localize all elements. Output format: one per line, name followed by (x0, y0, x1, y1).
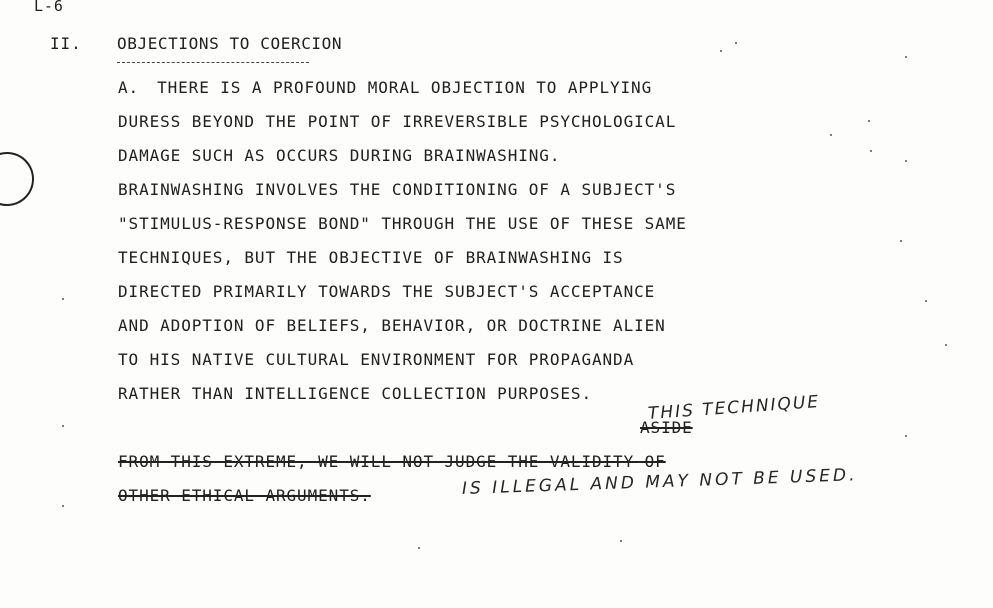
struck-inline-text: ASIDE (640, 418, 693, 437)
paragraph-line-7: DIRECTED PRIMARILY TOWARDS THE SUBJECT'S ACCEPTANCE (118, 282, 656, 301)
scan-speck (870, 150, 872, 152)
scan-speck (830, 134, 832, 136)
scan-speck (620, 540, 622, 542)
scan-speck (62, 505, 64, 507)
page-identifier: L-6 (34, 0, 64, 15)
line-text: THERE IS A PROFOUND MORAL OBJECTION TO APPLYING (157, 78, 653, 97)
scan-speck (905, 160, 907, 162)
paragraph-line-1 (118, 78, 652, 97)
paragraph-line-9: TO HIS NATIVE CULTURAL ENVIRONMENT FOR PROPAGANDA (118, 350, 635, 369)
struck-line-1: FROM THIS EXTREME, WE WILL NOT JUDGE THE VALIDITY OF (118, 452, 666, 471)
hole-punch-mark (0, 152, 34, 206)
scan-speck (900, 240, 902, 242)
paragraph-line-10: RATHER THAN INTELLIGENCE COLLECTION PURPOSES. (118, 384, 592, 403)
scan-speck (62, 425, 64, 427)
title-underline (117, 62, 309, 63)
scan-speck (868, 120, 870, 122)
scan-speck (62, 298, 64, 300)
section-title: OBJECTIONS TO COERCION (117, 34, 343, 53)
paragraph-lead: A. (118, 78, 140, 97)
section-number: II. (50, 34, 82, 53)
paragraph-line-4: BRAINWASHING INVOLVES THE CONDITIONING OF A SUBJECT'S (118, 180, 677, 199)
handwritten-insert-1: THIS TECHNIQUE (647, 391, 821, 424)
scan-speck (905, 56, 907, 58)
handwritten-insert-2: IS ILLEGAL AND MAY NOT BE USED. (461, 465, 858, 499)
paragraph-line-5: "STIMULUS-RESPONSE BOND" THROUGH THE USE OF THESE SAME (118, 214, 687, 233)
paragraph-line-6: TECHNIQUES, BUT THE OBJECTIVE OF BRAINWASHING IS (118, 248, 624, 267)
scan-speck (720, 50, 722, 52)
scan-speck (735, 42, 737, 44)
paragraph-line-8: AND ADOPTION OF BELIEFS, BEHAVIOR, OR DOCTRINE ALIEN (118, 316, 666, 335)
scan-speck (925, 300, 927, 302)
scan-speck (905, 435, 907, 437)
scan-speck (418, 547, 420, 549)
scan-speck (945, 344, 947, 346)
struck-line-2: OTHER ETHICAL ARGUMENTS. (118, 486, 371, 505)
paragraph-line-3: DAMAGE SUCH AS OCCURS DURING BRAINWASHING. (118, 146, 561, 165)
paragraph-line-2: DURESS BEYOND THE POINT OF IRREVERSIBLE PSYCHOLOGICAL (118, 112, 677, 131)
